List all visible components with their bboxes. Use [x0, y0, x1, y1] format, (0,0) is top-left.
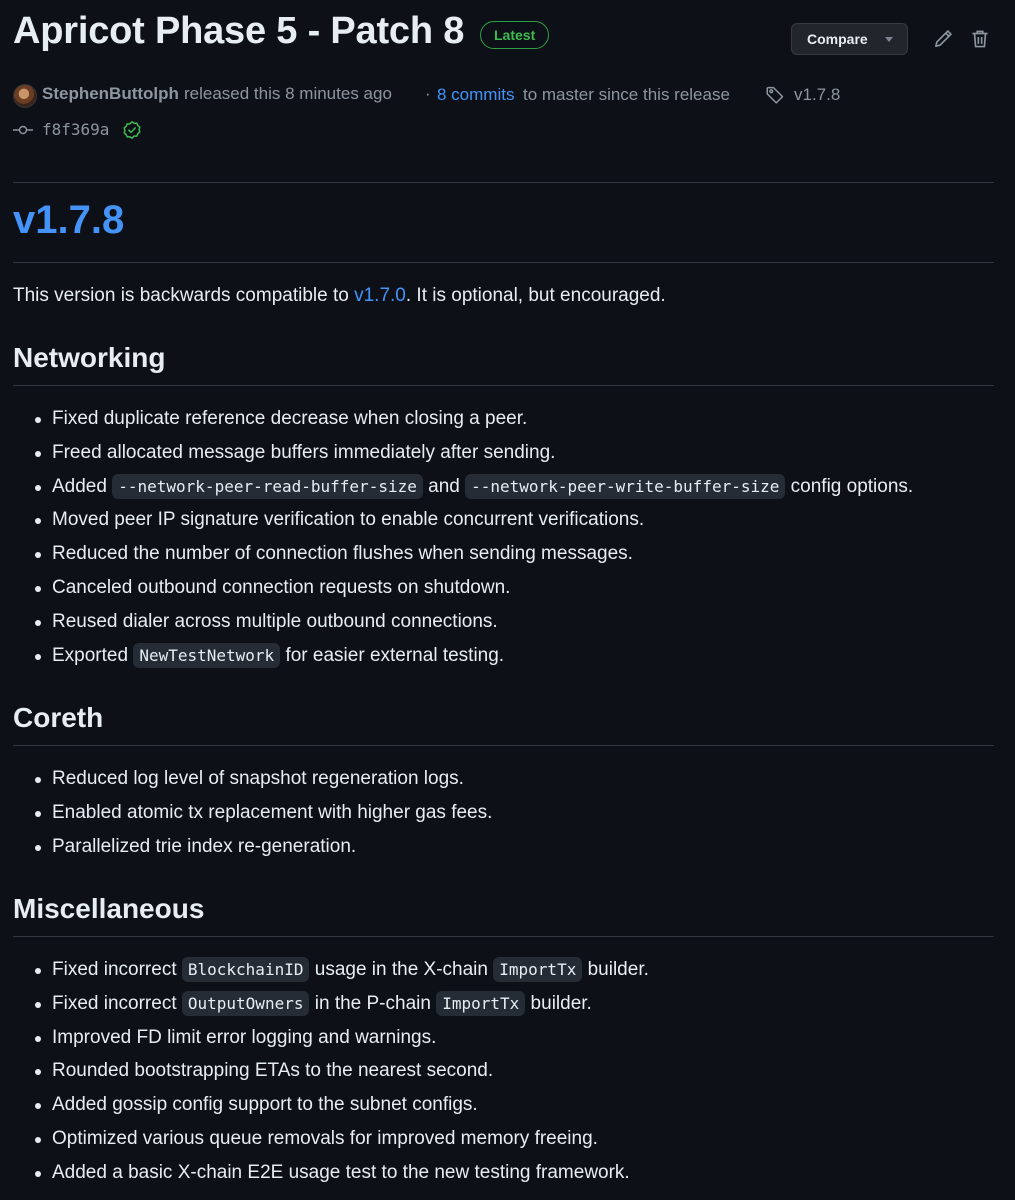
version-heading[interactable]: v1.7.8	[13, 198, 125, 242]
tag-icon	[765, 85, 785, 105]
list-item	[13, 537, 913, 571]
verified-check-icon[interactable]	[122, 120, 142, 140]
list-item	[13, 470, 913, 504]
header-divider	[13, 182, 994, 183]
inline-code: ImportTx	[436, 991, 525, 1016]
list-item-text: Added gossip config support to the subnet configs.	[52, 1094, 478, 1116]
compare-button[interactable]	[791, 23, 908, 55]
list-item-text: and	[422, 475, 466, 497]
list-item	[13, 796, 492, 830]
list-item	[13, 1021, 649, 1055]
release-title: Apricot Phase 5 - Patch 8	[13, 10, 465, 52]
list-item-text: Parallelized trie index re-generation.	[52, 835, 357, 857]
section-list-networking	[13, 402, 913, 672]
list-item	[13, 571, 913, 605]
list-item-text: usage in the X-chain	[309, 959, 494, 980]
list-item	[13, 1122, 649, 1156]
inline-code: OutputOwners	[182, 991, 310, 1016]
section-list-miscellaneous	[13, 953, 649, 1190]
list-item	[13, 402, 913, 436]
commits-since-text: to master since this release	[523, 85, 730, 104]
list-item-text: builder.	[582, 959, 649, 980]
tag-link[interactable]: v1.7.8	[794, 85, 841, 104]
commits-link[interactable]: 8 commits	[437, 85, 515, 104]
intro-text: This version is backwards compatible to	[13, 285, 355, 306]
release-meta	[13, 82, 994, 108]
list-item-text: Fixed duplicate reference decrease when closing a peer.	[52, 408, 528, 429]
list-item-text: Freed allocated message buffers immediately after sending.	[52, 441, 556, 463]
list-item	[13, 953, 649, 987]
inline-code: --network-peer-write-buffer-size	[465, 474, 785, 499]
inline-code: --network-peer-read-buffer-size	[112, 474, 423, 499]
trash-icon[interactable]	[969, 28, 991, 50]
section-divider	[13, 745, 994, 746]
list-item	[13, 762, 492, 796]
list-item	[13, 830, 492, 864]
intro-paragraph	[13, 285, 666, 307]
inline-code: BlockchainID	[182, 957, 310, 982]
section-heading-networking: Networking	[13, 342, 166, 373]
commit-sha-link[interactable]: f8f369a	[42, 120, 110, 139]
latest-badge: Latest	[480, 21, 549, 49]
list-item-text: Fixed incorrect	[52, 992, 182, 1014]
list-item-text: Enabled atomic tx replacement with higher gas fees.	[52, 801, 493, 823]
list-item-text: config options.	[785, 475, 914, 497]
list-item	[13, 503, 913, 537]
list-item	[13, 1156, 649, 1190]
list-item-text: Added a basic X-chain E2E usage test to the new testing framework.	[52, 1161, 630, 1183]
list-item	[13, 436, 913, 470]
list-item-text: Reduced the number of connection flushes when sending messages.	[52, 543, 633, 565]
compare-button-label: Compare	[807, 31, 868, 47]
list-item-text: Reduced log level of snapshot regeneration logs.	[52, 768, 464, 789]
inline-code: ImportTx	[493, 957, 582, 982]
list-item-text: Rounded bootstrapping ETAs to the nearest second.	[52, 1060, 494, 1082]
list-item-text: builder.	[525, 992, 592, 1014]
section-heading-miscellaneous: Miscellaneous	[13, 893, 205, 924]
list-item-text: Added	[52, 475, 113, 497]
section-divider	[13, 385, 994, 386]
list-item-text: Fixed incorrect	[52, 959, 182, 980]
list-item	[13, 1088, 649, 1122]
list-item-text: for easier external testing.	[280, 644, 505, 666]
section-heading-coreth: Coreth	[13, 702, 104, 733]
heading-divider	[13, 262, 994, 263]
list-item-text: Moved peer IP signature verification to enable concurrent verifications.	[52, 509, 645, 531]
list-item	[13, 639, 913, 673]
release-header	[13, 10, 994, 60]
pencil-icon[interactable]	[932, 28, 954, 50]
list-item	[13, 987, 649, 1021]
intro-text-end: . It is optional, but encouraged.	[405, 285, 666, 306]
section-divider	[13, 936, 994, 937]
inline-code: NewTestNetwork	[133, 643, 280, 668]
list-item-text: Improved FD limit error logging and warnings.	[52, 1026, 437, 1048]
list-item-text: Exported	[52, 644, 134, 666]
list-item	[13, 605, 913, 639]
released-text: released this 8 minutes ago	[184, 84, 392, 103]
author-link[interactable]: StephenButtolph	[42, 84, 179, 103]
list-item-text: Canceled outbound connection requests on shutdown.	[52, 576, 511, 598]
list-item	[13, 1054, 649, 1088]
separator-dot: ·	[425, 84, 431, 103]
list-item-text: Reused dialer across multiple outbound connections.	[52, 610, 498, 632]
section-list-coreth	[13, 762, 492, 863]
chevron-down-icon	[885, 37, 893, 42]
git-commit-icon	[13, 122, 33, 138]
compat-version-link[interactable]: v1.7.0	[354, 285, 406, 306]
avatar[interactable]	[13, 84, 37, 108]
list-item-text: Optimized various queue removals for improved memory freeing.	[52, 1127, 598, 1149]
list-item-text: in the P-chain	[309, 992, 437, 1014]
